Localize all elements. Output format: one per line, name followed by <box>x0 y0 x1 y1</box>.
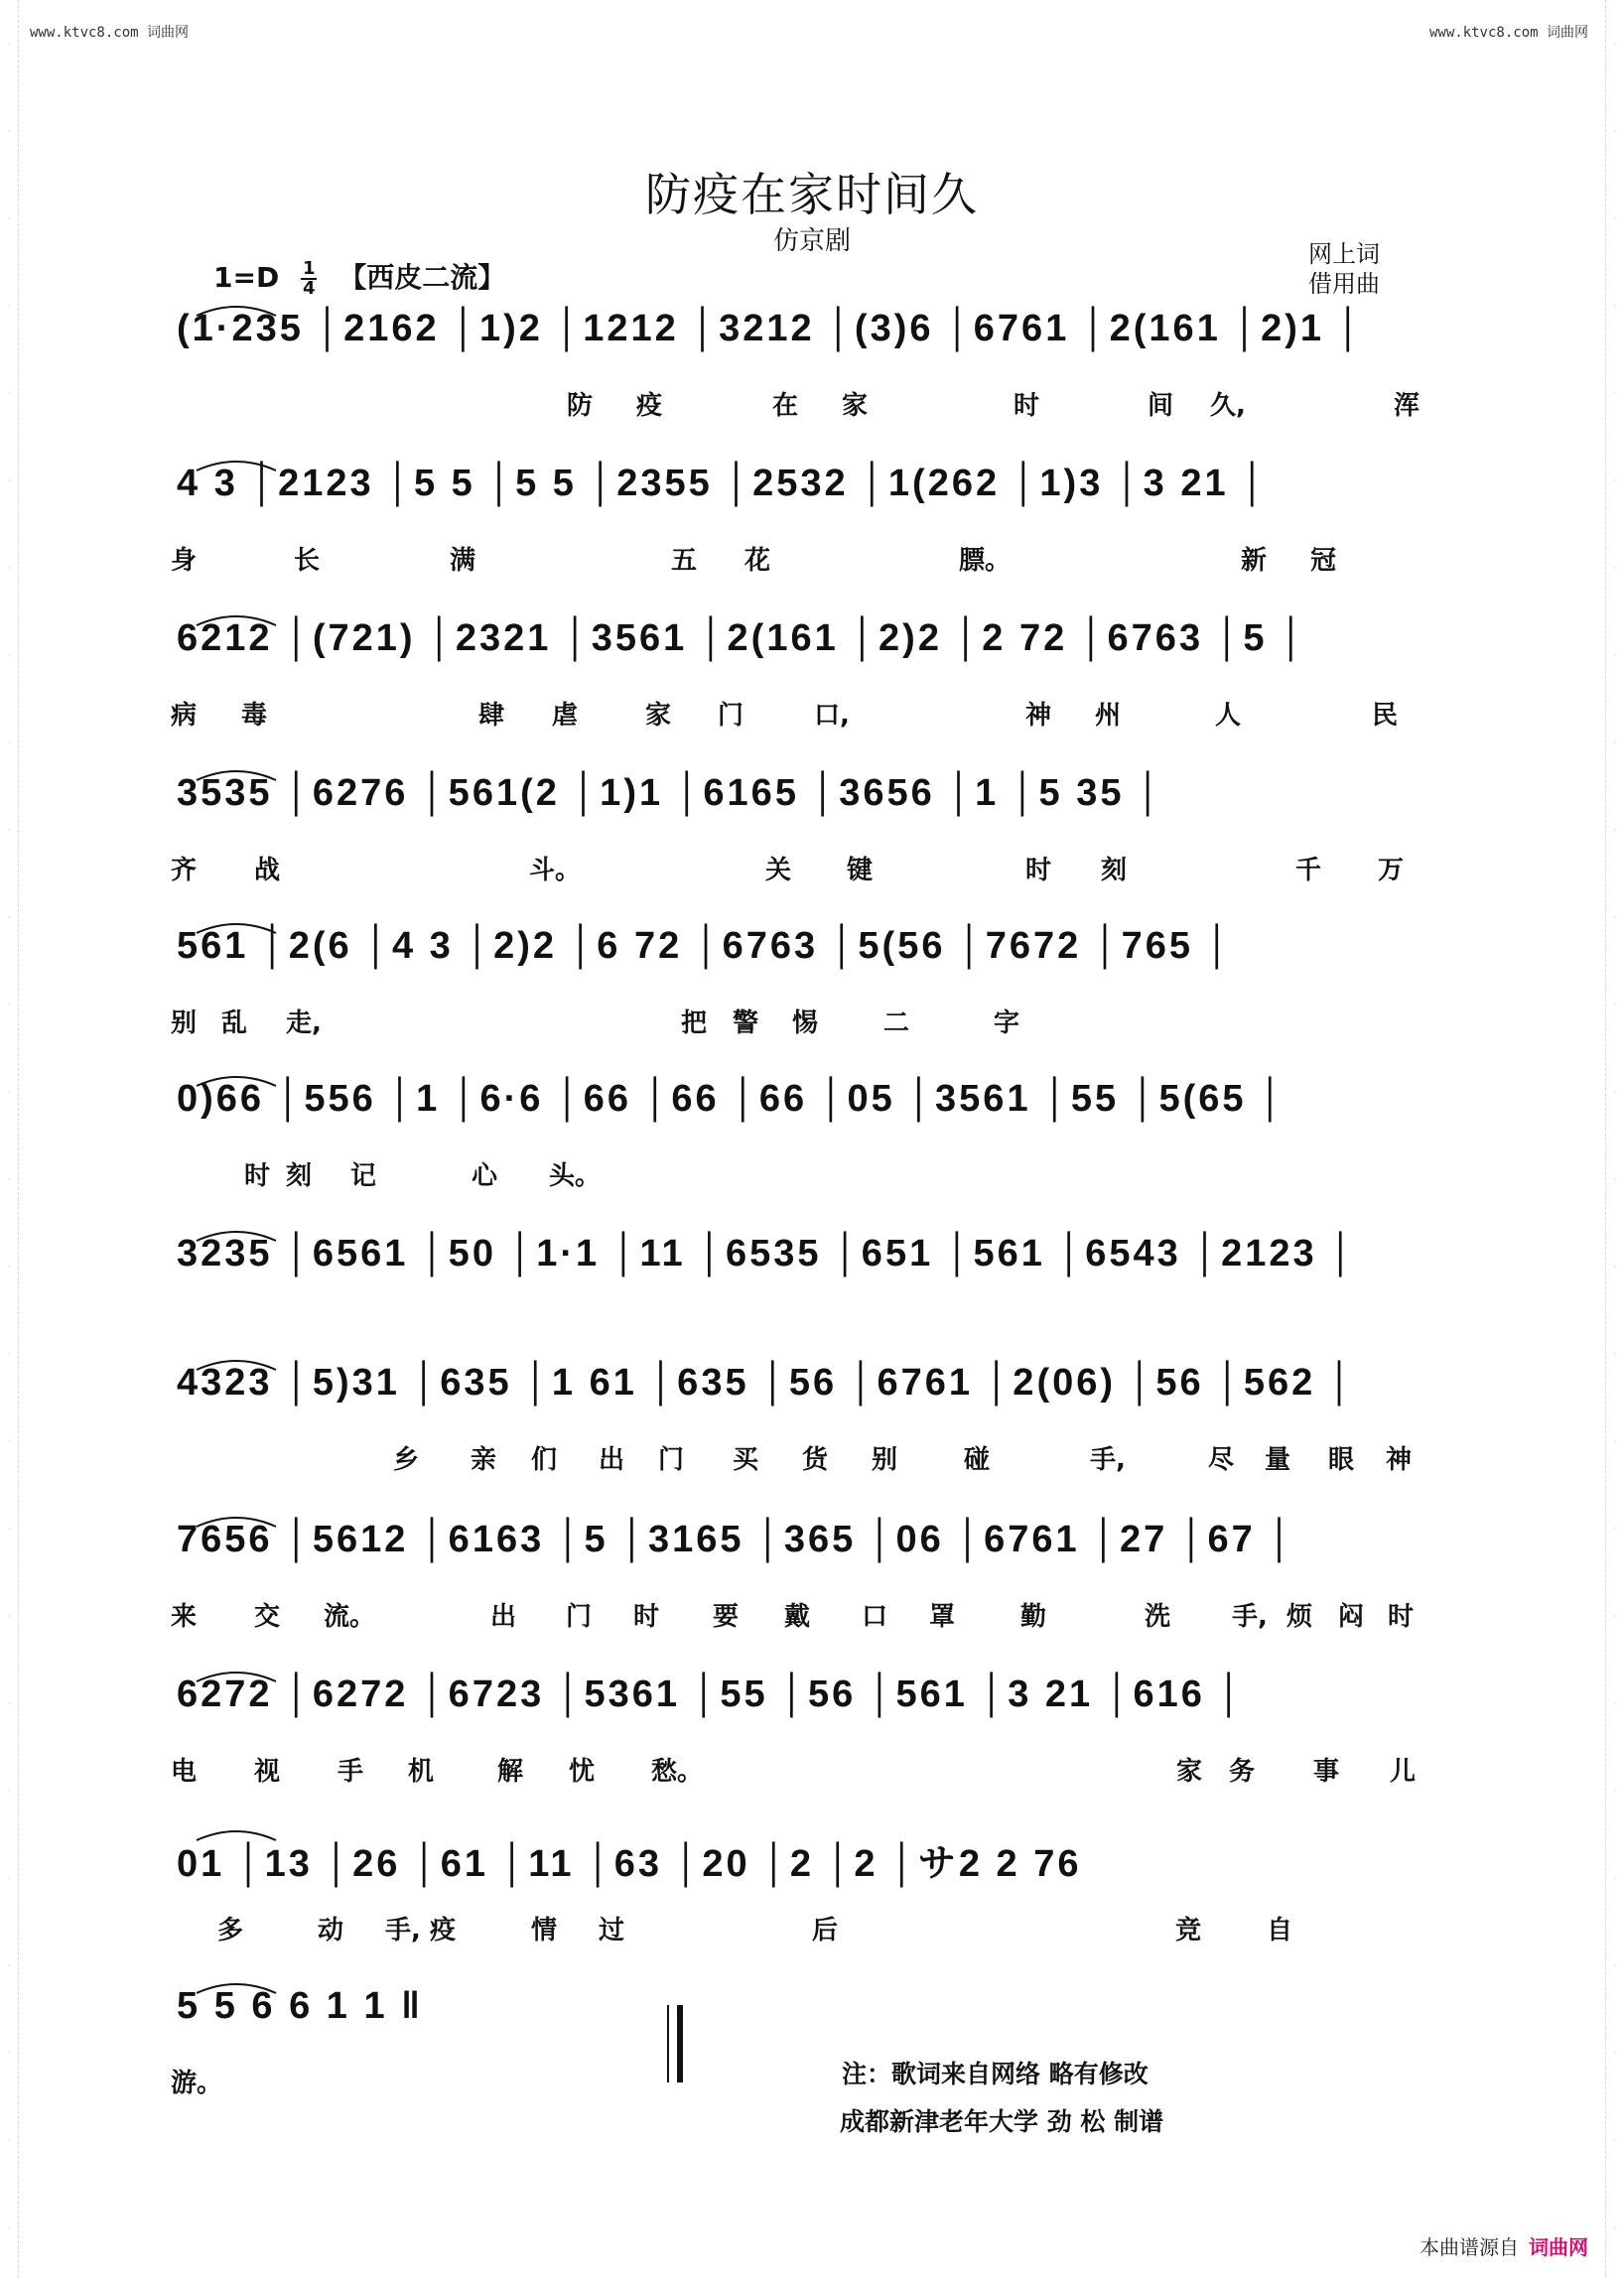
left-edge-watermark-mark: · <box>7 302 11 312</box>
score-line <box>171 453 1439 592</box>
lyric-char: 民 <box>1372 701 1399 731</box>
lyric-char: 新 <box>1241 546 1268 576</box>
lyric-char: 千 <box>1295 856 1322 885</box>
right-edge-watermark-mark: · <box>1613 564 1617 574</box>
right-edge-watermark-mark: · <box>1613 1961 1617 1971</box>
left-edge-watermark-mark: · <box>7 40 11 50</box>
score-line <box>177 1068 1439 1207</box>
left-edge-watermark-mark: · <box>7 1263 11 1273</box>
left-edge-watermark-mark: · <box>7 826 11 836</box>
right-edge-watermark-mark: · <box>1613 389 1617 399</box>
right-edge-watermark-mark: · <box>1613 1088 1617 1098</box>
lyric-char: 手, <box>385 1916 421 1945</box>
time-numerator: 1 <box>302 258 316 279</box>
lyric-char: 闷 <box>1338 1602 1365 1632</box>
lyric-char: 防 <box>567 391 594 421</box>
lyric-char: 浑 <box>1394 391 1421 421</box>
key-label: 1=D <box>213 261 280 294</box>
lyric-char: 眼 <box>1328 1445 1355 1475</box>
notation-line: 01 │13 │26 │61 │11 │63 │20 │2 │2 │サ2 2 76 <box>177 1843 1082 1885</box>
song-title: 防疫在家时间久 <box>645 168 979 221</box>
lyric-char: 务 <box>1229 1757 1256 1787</box>
lyric-char: 量 <box>1265 1445 1291 1475</box>
left-edge-watermark-mark: · <box>7 2223 11 2233</box>
lyric-char: 戴 <box>784 1602 811 1632</box>
score-line <box>171 915 1439 1054</box>
score-line <box>171 1664 1439 1803</box>
lyrics-line <box>171 850 1439 889</box>
right-edge-watermark-mark: · <box>1613 302 1617 312</box>
lyric-char: 肆 <box>478 701 505 731</box>
lyric-char: 门 <box>566 1602 593 1632</box>
lyric-char: 家 <box>1176 1757 1203 1787</box>
lyric-char: 走, <box>286 1008 322 1038</box>
lyric-char: 时 <box>1388 1602 1415 1632</box>
lyric-char: 手, <box>1232 1602 1268 1632</box>
left-edge-watermark-mark: · <box>7 1961 11 1971</box>
right-edge-watermark-mark: · <box>1613 127 1617 137</box>
time-signature <box>301 260 318 298</box>
tie-arc <box>197 1077 276 1086</box>
lyric-char: 竞 <box>1175 1916 1202 1945</box>
lyric-char: 五 <box>671 546 698 576</box>
lyric-char: 罩 <box>929 1602 956 1632</box>
lyrics-line <box>177 1155 1439 1195</box>
lyric-char: 神 <box>1386 1445 1413 1475</box>
right-edge-watermark-mark: · <box>1613 214 1617 224</box>
site-watermark-left: www.ktvc8.com 词曲网 <box>30 25 190 41</box>
lyrics-line <box>171 695 1439 735</box>
notation-line: 561 │2(6 │4 3 │2)2 │6 72 │6763 │5(56 │7672 │765 │ <box>177 925 1234 967</box>
lyric-char: 膘。 <box>959 546 1012 576</box>
lyric-char: 家 <box>645 701 672 731</box>
lyrics-line <box>177 1910 1439 1949</box>
lyric-char: 买 <box>733 1445 759 1475</box>
lyric-char: 身 <box>171 546 198 576</box>
right-edge-watermark-mark: · <box>1613 651 1617 661</box>
right-edge-watermark-mark: · <box>1613 2223 1617 2233</box>
left-edge-watermark-mark: · <box>7 651 11 661</box>
lyric-char: 视 <box>254 1757 281 1787</box>
slur-marks <box>177 1822 1439 1842</box>
score-line <box>171 762 1439 901</box>
left-edge-watermark-mark: · <box>7 1787 11 1797</box>
lyric-char: 时 <box>633 1602 660 1632</box>
lyric-char: 口, <box>814 701 850 731</box>
lyric-char: 间 <box>1148 391 1174 421</box>
music-credit: 借用曲 <box>1308 270 1380 298</box>
left-margin-strip <box>0 0 19 2278</box>
left-edge-watermark-mark: · <box>7 476 11 486</box>
left-edge-watermark-mark: · <box>7 1175 11 1185</box>
lyric-char: 机 <box>408 1757 435 1787</box>
lyric-char: 乱 <box>221 1008 248 1038</box>
slur-marks <box>177 298 1439 318</box>
right-edge-watermark-mark: · <box>1613 1612 1617 1622</box>
lyric-char: 门 <box>718 701 744 731</box>
notation-line: 6272 │6272 │6723 │5361 │55 │56 │561 │3 21 │616 │ <box>177 1674 1246 1715</box>
slur-marks <box>177 1223 1439 1243</box>
right-edge-watermark-mark: · <box>1613 1874 1617 1884</box>
lyric-char: 洗 <box>1145 1602 1171 1632</box>
lyric-char: 来 <box>171 1602 198 1632</box>
lyric-char: 头。 <box>549 1161 602 1191</box>
tie-arc <box>197 307 276 316</box>
right-edge-watermark-mark: · <box>1613 738 1617 748</box>
left-edge-watermark-mark: · <box>7 1001 11 1010</box>
right-edge-watermark-mark: · <box>1613 2049 1617 2059</box>
lyric-char: 斗。 <box>529 856 582 885</box>
slur-marks <box>177 1068 1439 1088</box>
right-edge-watermark-mark: · <box>1613 1525 1617 1535</box>
score-line <box>177 1352 1439 1491</box>
lyric-char: 乡 <box>393 1445 420 1475</box>
tie-arc <box>197 462 276 470</box>
score-line <box>177 1822 1439 1961</box>
slur-marks <box>177 1664 1439 1683</box>
right-edge-watermark-mark: · <box>1613 913 1617 923</box>
left-edge-watermark-mark: · <box>7 738 11 748</box>
lyric-char: 疫 <box>430 1916 457 1945</box>
left-edge-watermark-mark: · <box>7 1612 11 1622</box>
tie-arc <box>197 924 276 933</box>
notation-line: 5 5 6 6 1 1 ‖ <box>177 1985 424 2027</box>
lyric-char: 流。 <box>324 1602 376 1632</box>
lyric-char: 把 <box>681 1008 708 1038</box>
lyric-char: 事 <box>1313 1757 1340 1787</box>
left-edge-watermark-mark: · <box>7 564 11 574</box>
lyric-char: 毒 <box>241 701 268 731</box>
slur-marks <box>177 607 1439 627</box>
lyric-char: 家 <box>842 391 869 421</box>
lyric-char: 记 <box>350 1161 377 1191</box>
lyric-char: 自 <box>1267 1916 1293 1945</box>
lyric-char: 冠 <box>1310 546 1337 576</box>
lyric-char: 战 <box>254 856 281 885</box>
right-edge-watermark-mark: · <box>1613 826 1617 836</box>
song-subtitle: 仿京剧 <box>772 226 851 256</box>
left-edge-watermark-mark: · <box>7 1525 11 1535</box>
lyric-char: 出 <box>490 1602 517 1632</box>
footer-note-transcriber: 成都新津老年大学 劲 松 制谱 <box>840 2107 1164 2136</box>
lyric-char: 忧 <box>569 1757 596 1787</box>
slur-marks <box>177 1509 1439 1529</box>
right-edge-watermark-mark: · <box>1613 1437 1617 1447</box>
lyric-char: 口 <box>862 1602 888 1632</box>
left-edge-watermark-mark: · <box>7 2049 11 2059</box>
lyric-char: 愁。 <box>651 1757 704 1787</box>
lyric-char: 键 <box>847 856 874 885</box>
lyric-char: 碰 <box>964 1445 991 1475</box>
lyric-char: 手, <box>1090 1445 1126 1475</box>
notation-line: 4 3 │2123 │5 5 │5 5 │2355 │2532 │1(262 │1)3 │3 21 │ <box>177 463 1269 504</box>
lyric-char: 心 <box>472 1161 498 1191</box>
final-barline <box>667 2005 683 2082</box>
left-edge-watermark-mark: · <box>7 1699 11 1709</box>
source-brand-link[interactable]: 词曲网 <box>1529 2235 1588 2259</box>
lyric-char: 货 <box>802 1445 829 1475</box>
lyrics-line <box>177 1439 1439 1479</box>
lyric-char: 别 <box>872 1445 898 1475</box>
lyrics-line <box>171 1596 1439 1636</box>
source-footer <box>1420 2231 1588 2260</box>
lyric-char: 后 <box>812 1916 839 1945</box>
footer-note-lyrics-source: 注：歌词来自网络 略有修改 <box>842 2060 1149 2088</box>
notation-line: 7656 │5612 │6163 │5 │3165 │365 │06 │6761 │27 │67 │ <box>177 1519 1296 1560</box>
lyric-char: 勤 <box>1020 1602 1047 1632</box>
lyric-char: 在 <box>772 391 799 421</box>
lyric-char: 二 <box>883 1008 910 1038</box>
lyric-char: 手 <box>338 1757 364 1787</box>
lyric-char: 亲 <box>471 1445 497 1475</box>
lyric-char: 烦 <box>1286 1602 1313 1632</box>
notation-line: 3535 │6276 │561(2 │1)1 │6165 │3656 │1 │5 35 │ <box>177 772 1164 814</box>
lyrics-line <box>171 2063 1439 2102</box>
lyric-char: 时 <box>1025 856 1052 885</box>
lyric-char: 时 <box>244 1161 271 1191</box>
lyric-char: 满 <box>450 546 476 576</box>
left-edge-watermark-mark: · <box>7 1437 11 1447</box>
lyric-char: 州 <box>1095 701 1122 731</box>
right-edge-watermark-mark: · <box>1613 1787 1617 1797</box>
tie-arc <box>197 1361 276 1370</box>
notation-line: 3235 │6561 │50 │1·1 │11 │6535 │651 │561 │6543 │2123 │ <box>177 1233 1357 1274</box>
notation-line: 6212 │(721) │2321 │3561 │2(161 │2)2 │2 72 │6763 │5 │ <box>177 617 1307 659</box>
slur-marks <box>177 915 1439 935</box>
tie-arc <box>197 1518 276 1527</box>
left-edge-watermark-mark: · <box>7 1088 11 1098</box>
lyric-char: 齐 <box>171 856 198 885</box>
score-line <box>171 607 1439 746</box>
tie-arc <box>197 1673 276 1681</box>
lyric-char: 多 <box>217 1916 244 1945</box>
notation-line: 0)66 │556 │1 │6·6 │66 │66 │66 │05 │3561 │55 │5(65 │ <box>177 1078 1286 1120</box>
left-edge-watermark-mark: · <box>7 1874 11 1884</box>
lyric-char: 时 <box>1014 391 1040 421</box>
site-watermark-right: www.ktvc8.com 词曲网 <box>1428 25 1588 41</box>
mode-label: 【西皮二流】 <box>338 261 506 294</box>
source-label: 本曲谱源自 <box>1420 2235 1519 2259</box>
lyric-char: 关 <box>765 856 792 885</box>
lyric-char: 情 <box>531 1916 558 1945</box>
lyric-char: 虐 <box>552 701 579 731</box>
tie-arc <box>197 1232 276 1241</box>
lyrics-line <box>171 1751 1439 1791</box>
lyrics-line <box>171 540 1439 580</box>
right-edge-watermark-mark: · <box>1613 476 1617 486</box>
lyric-char: 电 <box>171 1757 198 1787</box>
lyric-char: 警 <box>733 1008 759 1038</box>
right-edge-watermark-mark: · <box>1613 1350 1617 1360</box>
slur-marks <box>177 453 1439 472</box>
lyric-char: 出 <box>599 1445 625 1475</box>
lyric-char: 久, <box>1210 391 1246 421</box>
lyric-char: 过 <box>599 1916 625 1945</box>
lyric-char: 疫 <box>636 391 663 421</box>
lyric-char: 游。 <box>171 2069 223 2098</box>
lyric-char: 刻 <box>1101 856 1128 885</box>
lyrics-line <box>171 1003 1439 1042</box>
lyric-char: 神 <box>1025 701 1052 731</box>
lyric-char: 们 <box>531 1445 558 1475</box>
slur-marks <box>177 1352 1439 1372</box>
lyric-char: 刻 <box>286 1161 313 1191</box>
lyrics-line <box>177 385 1439 425</box>
lyric-char: 儿 <box>1390 1757 1417 1787</box>
right-edge-watermark-mark: · <box>1613 1175 1617 1185</box>
lyric-char: 交 <box>254 1602 281 1632</box>
lyric-char: 门 <box>658 1445 685 1475</box>
lyric-char: 尽 <box>1208 1445 1235 1475</box>
key-signature <box>213 256 505 298</box>
lyric-char: 字 <box>994 1008 1020 1038</box>
tie-arc <box>197 616 276 625</box>
lyric-char: 要 <box>713 1602 740 1632</box>
tie-arc <box>197 1831 276 1840</box>
notation-line: (1·235 │2162 │1)2 │1212 │3212 │(3)6 │6761 │2(161 │2)1 │ <box>177 308 1365 349</box>
slur-marks <box>177 1975 1439 1995</box>
tie-arc <box>197 1984 276 1993</box>
right-edge-watermark-mark: · <box>1613 1263 1617 1273</box>
left-edge-watermark-mark: · <box>7 913 11 923</box>
lyrics-credit: 网上词 <box>1308 240 1380 268</box>
lyric-char: 长 <box>294 546 321 576</box>
score-line <box>171 1975 1439 2114</box>
tie-arc <box>197 771 276 780</box>
time-denominator: 4 <box>302 278 316 299</box>
left-edge-watermark-mark: · <box>7 2136 11 2146</box>
left-edge-watermark-mark: · <box>7 214 11 224</box>
lyric-char: 病 <box>171 701 198 731</box>
lyric-char: 惕 <box>792 1008 819 1038</box>
left-edge-watermark-mark: · <box>7 127 11 137</box>
lyric-char: 人 <box>1215 701 1242 731</box>
lyric-char: 花 <box>744 546 771 576</box>
left-edge-watermark-mark: · <box>7 389 11 399</box>
right-edge-watermark-mark: · <box>1613 1001 1617 1010</box>
slur-marks <box>177 762 1439 782</box>
notation-line: 4323 │5)31 │635 │1 61 │635 │56 │6761 │2(06) │56 │562 │ <box>177 1362 1356 1404</box>
right-edge-watermark-mark: · <box>1613 2136 1617 2146</box>
lyric-char: 解 <box>497 1757 524 1787</box>
right-edge-watermark-mark: · <box>1613 40 1617 50</box>
lyrics-line <box>177 1310 1439 1350</box>
lyric-char: 动 <box>318 1916 344 1945</box>
score-line <box>177 298 1439 437</box>
score-line <box>177 1223 1439 1362</box>
score-line <box>171 1509 1439 1648</box>
right-edge-watermark-mark: · <box>1613 1699 1617 1709</box>
left-edge-watermark-mark: · <box>7 1350 11 1360</box>
lyric-char: 万 <box>1378 856 1405 885</box>
right-margin-strip <box>1605 0 1624 2278</box>
lyric-char: 别 <box>171 1008 198 1038</box>
